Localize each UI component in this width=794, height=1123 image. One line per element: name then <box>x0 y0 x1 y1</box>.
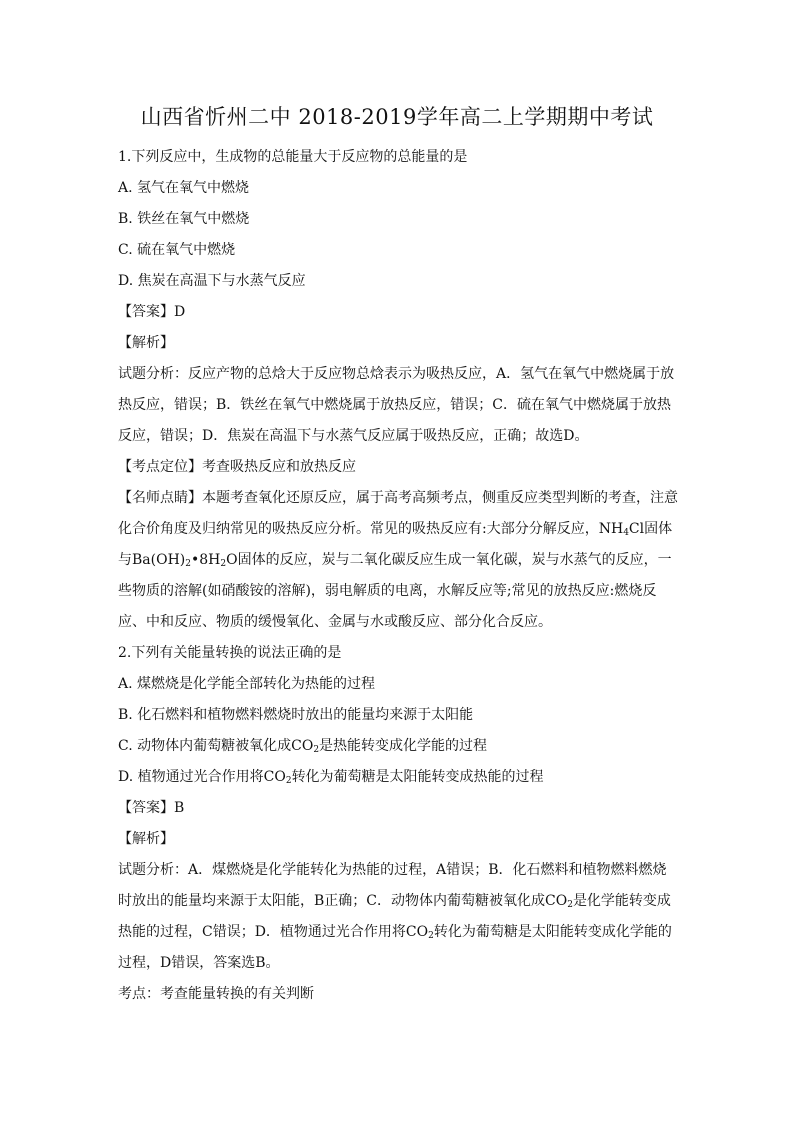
dianjing-subscript-2: 2 <box>185 559 191 569</box>
question-2-kaodian: 考点：考查能量转换的有关判断 <box>118 986 314 1002</box>
dianjing-text-4: O固体的反应，炭与二氧化碳反应生成一氧化碳，炭与水蒸气的反应，一些物质的溶解(如硝酸铵的溶解)，弱电解质的电离，水解反应等;常见的放热反应:燃烧反应、中和反应、物质的缓慢氧化、金属与水或酸反应、部分化合反应。 <box>118 552 672 630</box>
question-2-answer: 【答案】B <box>118 800 185 816</box>
question-1-option-b: B. 铁丝在氧气中燃烧 <box>118 211 250 227</box>
question-1-analysis-heading: 【解析】 <box>118 335 174 351</box>
dianjing-text-2: Cl固体与Ba(OH) <box>118 521 673 568</box>
question-2-stem: 2.下列有关能量转换的说法正确的是 <box>118 645 342 661</box>
q2-analysis-text-3: 转化为葡萄糖是太阳能转变成化学能的过程，D错误，答案选B。 <box>118 924 672 971</box>
option-c-subscript: 2 <box>313 745 320 755</box>
document-title: 山西省忻州二中 2018-2019学年高二上学期期中考试 <box>140 105 654 129</box>
option-d-subscript: 2 <box>285 776 292 786</box>
q2-analysis-text-2: 是化学能转变成热能的过程，C错误；D．植物通过光合作用将CO <box>118 893 671 940</box>
option-d-text-2: 转化为葡萄糖是太阳能转变成热能的过程 <box>291 769 544 785</box>
document-body <box>118 142 678 1010</box>
question-1-kaodian: 【考点定位】考查吸热反应和放热反应 <box>118 459 356 475</box>
question-2-option-a: A. 煤燃烧是化学能全部转化为热能的过程 <box>118 676 376 692</box>
question-2-option-b: B. 化石燃料和植物燃料燃烧时放出的能量均来源于太阳能 <box>118 707 474 723</box>
q2-analysis-subscript-1: 2 <box>567 900 573 910</box>
question-1-option-a: A. 氢气在氧气中燃烧 <box>118 180 250 196</box>
question-2-option-c <box>118 731 678 762</box>
dianjing-subscript-1: 4 <box>623 528 629 538</box>
question-2-analysis <box>118 855 678 979</box>
question-1-option-c: C. 硫在氧气中燃烧 <box>118 242 236 258</box>
question-2-option-d <box>118 762 678 793</box>
question-1-mingshi-dianjing <box>118 483 678 638</box>
question-1-option-d: D. 焦炭在高温下与水蒸气反应 <box>118 273 306 289</box>
option-c-text-1: C. 动物体内葡萄糖被氧化成CO <box>118 738 314 754</box>
q2-analysis-text-1: 试题分析：A．煤燃烧是化学能转化为热能的过程，A错误；B．化石燃料和植物燃料燃烧时放出的能量均来源于太阳能，B正确；C．动物体内葡萄糖被氧化成CO <box>118 862 667 909</box>
q2-analysis-subscript-2: 2 <box>428 931 434 941</box>
dianjing-text-1: 【名师点睛】本题考查氧化还原反应，属于高考高频考点，侧重反应类型判断的考查，注意化合价角度及归纳常见的吸热反应分析。常见的吸热反应有:大部分分解反应，NH <box>118 490 678 537</box>
option-d-text-1: D. 植物通过光合作用将CO <box>118 769 286 785</box>
question-1-stem: 1.下列反应中，生成物的总能量大于反应物的总能量的是 <box>118 149 468 165</box>
question-1-analysis: 试题分析：反应产物的总焓大于反应物总焓表示为吸热反应，A．氢气在氧气中燃烧属于放热反应，错误；B．铁丝在氧气中燃烧属于放热反应，错误；C．硫在氧气中燃烧属于放热反应，错误；D．焦炭在高温下与水蒸气反应属于吸热反应，正确；故选D。 <box>118 366 675 444</box>
dianjing-text-3: •8H <box>190 552 221 568</box>
question-1-answer: 【答案】D <box>118 304 186 320</box>
question-2-analysis-heading: 【解析】 <box>118 831 174 847</box>
option-c-text-2: 是热能转变成化学能的过程 <box>319 738 488 754</box>
dianjing-subscript-3: 2 <box>220 559 227 569</box>
